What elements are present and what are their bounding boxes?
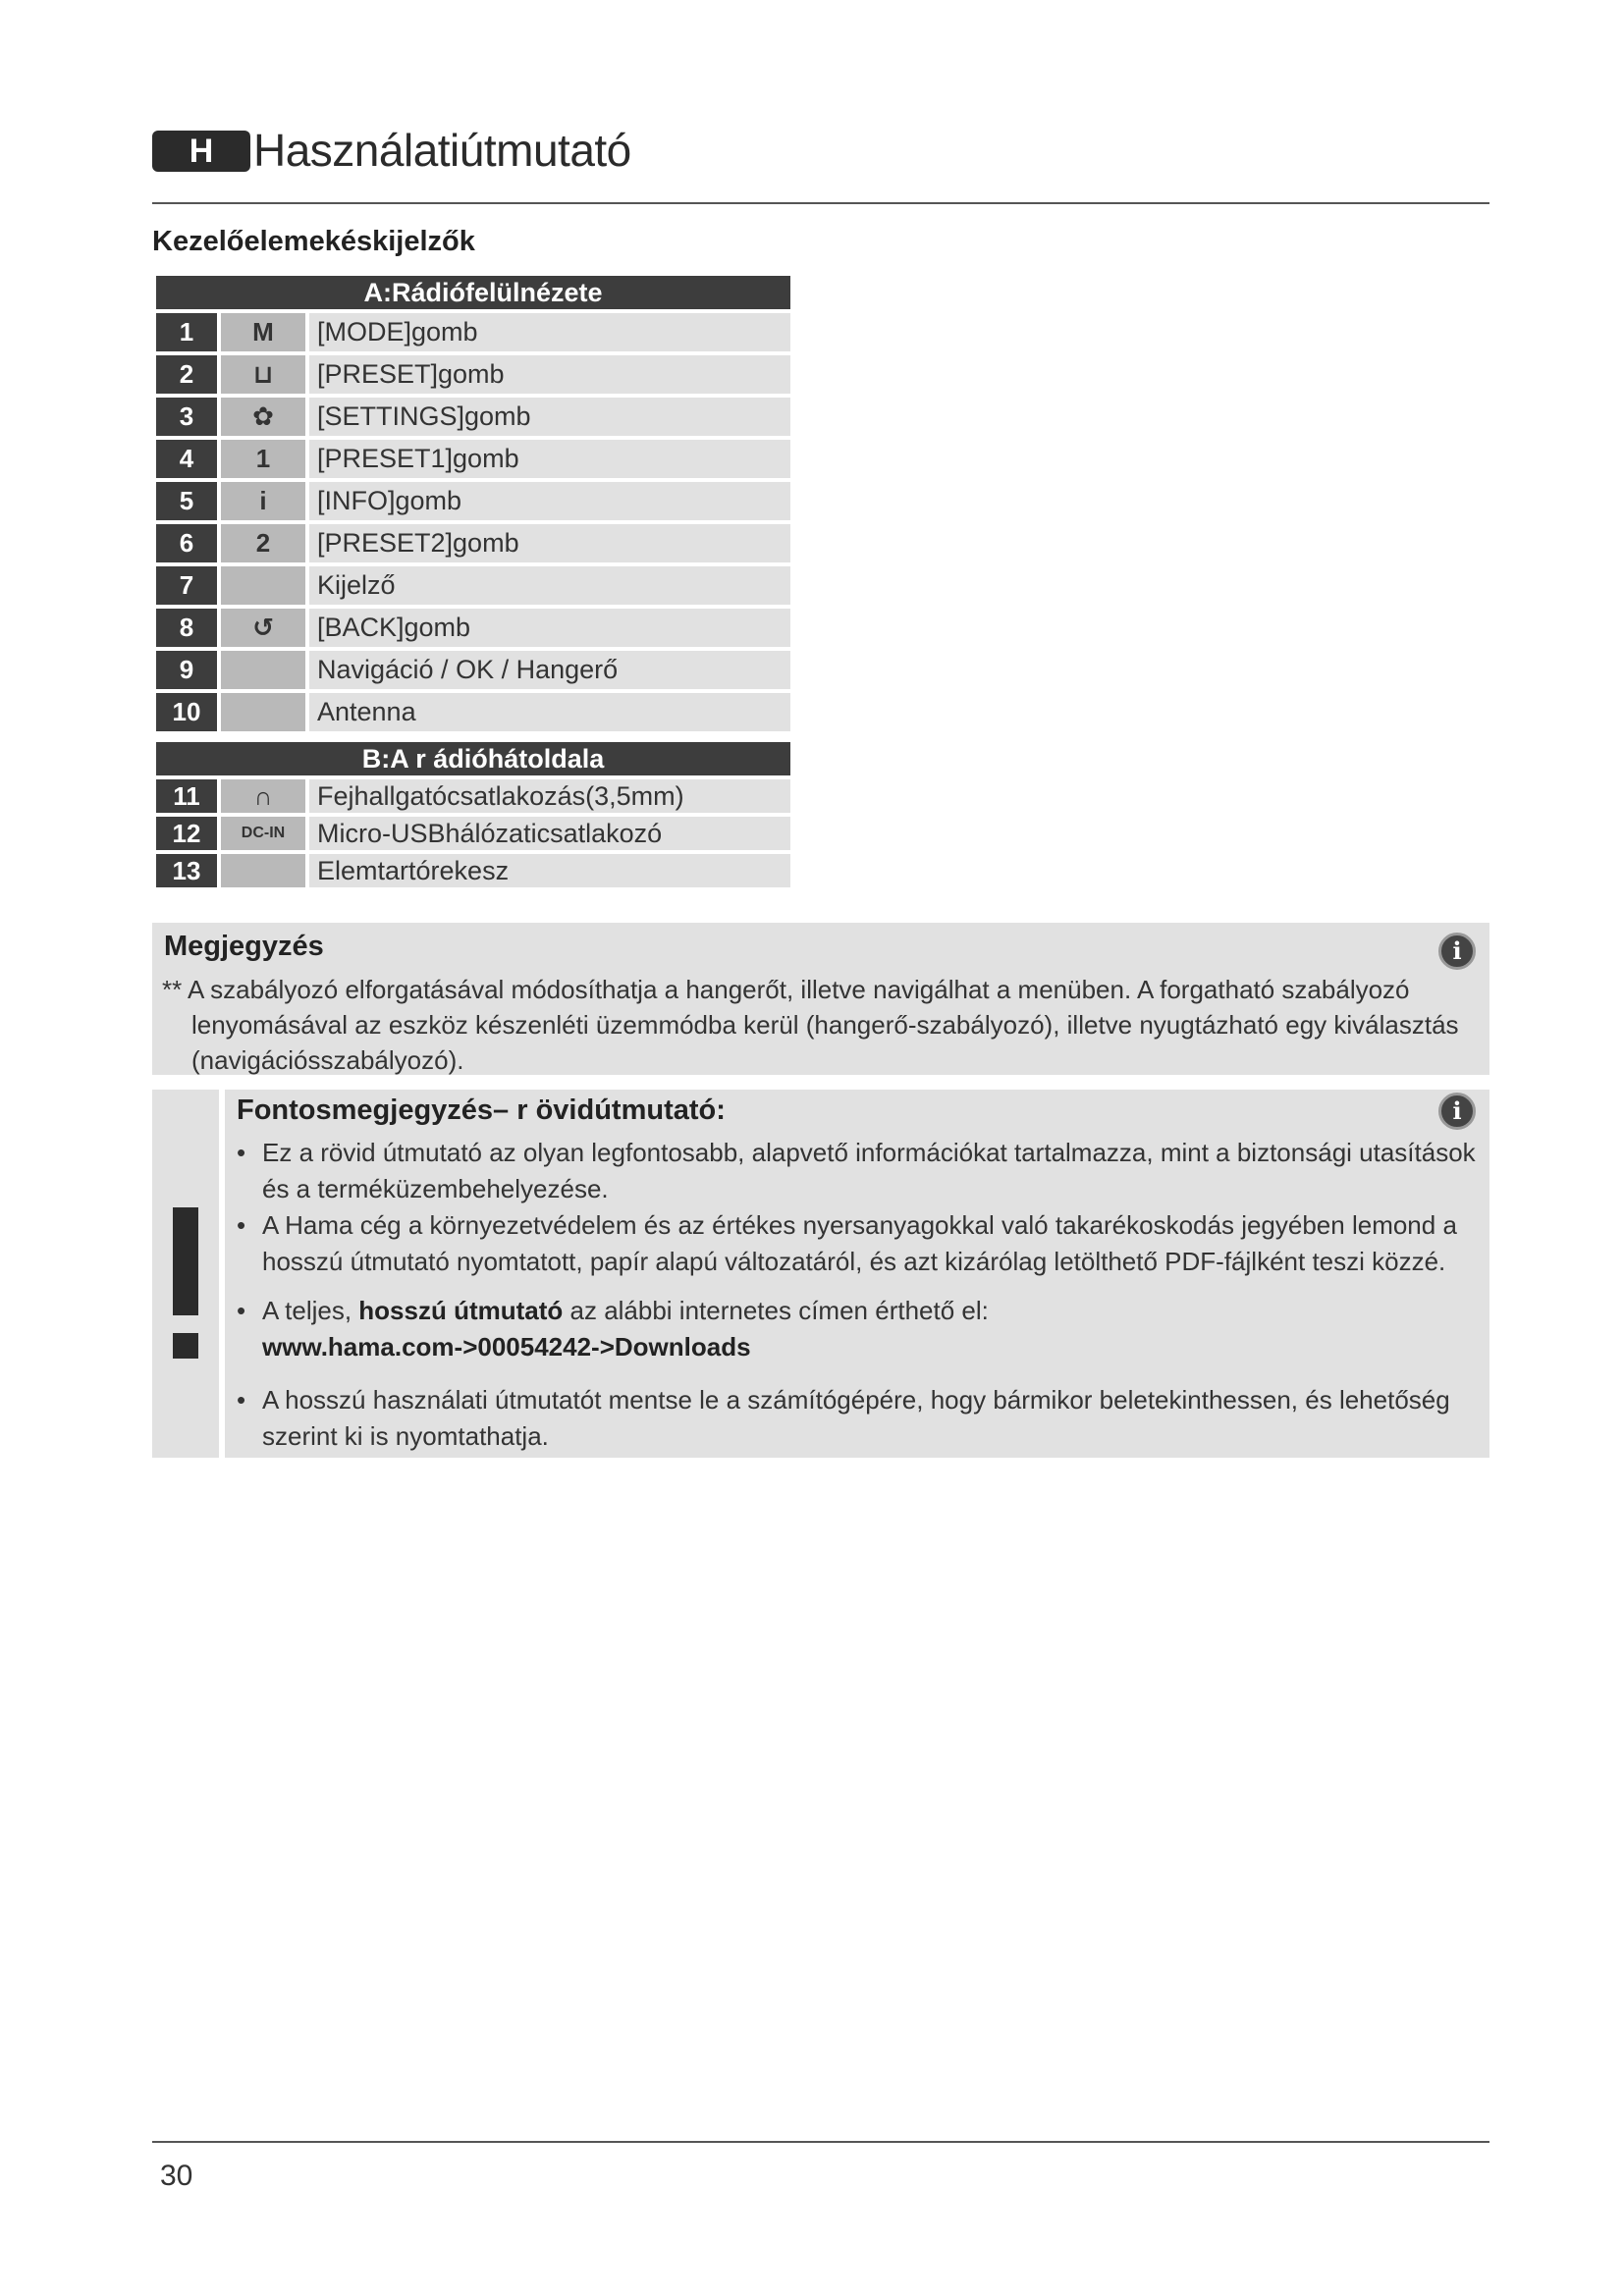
control-icon: ⊔ [221, 355, 305, 394]
page-number: 30 [160, 2160, 193, 2192]
row-number: 3 [156, 398, 217, 436]
controls-table-back-view [156, 742, 790, 887]
controls-table-top-view [156, 276, 790, 731]
row-label: [MODE]gomb [309, 313, 790, 351]
row-label: Fejhallgatócsatlakozás(3,5mm) [309, 779, 790, 813]
document-title: Használatiútmutató [253, 125, 631, 176]
table-row [156, 693, 790, 731]
row-label: [INFO]gomb [309, 482, 790, 520]
table-b-heading: B:A r ádióhátoldala [156, 742, 790, 775]
row-label: [PRESET1]gomb [309, 440, 790, 478]
note-body: ** A szabályozó elforgatásával módosíthatja a hangerőt, illetve navigálhat a menüben. A forgatható szabályozó lenyomásával az eszköz készenléti üzemmódba kerül (hangerő-szabályozó), illetve nyugtázható egy kiválasztás (navigációsszabályozó). [162, 975, 1459, 1075]
bullet-dot: • [237, 1296, 246, 1325]
info-icon: i [1438, 1093, 1476, 1130]
info-icon: i [1438, 933, 1476, 970]
bullet-dot: • [237, 1385, 246, 1415]
row-number: 10 [156, 693, 217, 731]
table-row [156, 355, 790, 394]
table-row [156, 609, 790, 647]
header-rule [152, 202, 1489, 204]
control-icon: DC-IN [221, 817, 305, 850]
row-number: 2 [156, 355, 217, 394]
row-number: 8 [156, 609, 217, 647]
table-row [156, 566, 790, 605]
exclamation-dot [173, 1333, 198, 1359]
important-bullet [237, 1207, 1499, 1280]
row-number: 6 [156, 524, 217, 562]
footer-rule [152, 2141, 1489, 2143]
row-number: 4 [156, 440, 217, 478]
exclamation-icon [173, 1207, 198, 1315]
important-bullet [237, 1293, 1499, 1365]
row-number: 9 [156, 651, 217, 689]
bullet-text-post: az alábbi internetes címen érthető el: [563, 1296, 989, 1325]
row-label: Navigáció / OK / Hangerő [309, 651, 790, 689]
note-title: Megjegyzés [164, 931, 324, 962]
table-a-heading: A:Rádiófelülnézete [156, 276, 790, 309]
table-row [156, 313, 790, 351]
row-number: 1 [156, 313, 217, 351]
control-icon: i [221, 482, 305, 520]
table-row [156, 524, 790, 562]
table-row [156, 482, 790, 520]
row-number: 12 [156, 817, 217, 850]
row-label: [SETTINGS]gomb [309, 398, 790, 436]
note-box [152, 923, 1489, 1075]
control-icon: ✿ [221, 398, 305, 436]
table-row [156, 817, 790, 850]
important-title: Fontosmegjegyzés– r övidútmutató: [237, 1095, 726, 1126]
table-row [156, 440, 790, 478]
row-number: 11 [156, 779, 217, 813]
control-icon [221, 693, 305, 731]
row-number: 5 [156, 482, 217, 520]
bullet-text-pre: A teljes, [262, 1296, 359, 1325]
section-title: Kezelőelemekéskijelzők [152, 226, 475, 257]
table-row [156, 398, 790, 436]
control-icon: 2 [221, 524, 305, 562]
row-number: 13 [156, 854, 217, 887]
control-icon [221, 854, 305, 887]
row-number: 7 [156, 566, 217, 605]
row-label: [PRESET]gomb [309, 355, 790, 394]
table-row [156, 779, 790, 813]
table-row [156, 651, 790, 689]
row-label: [BACK]gomb [309, 609, 790, 647]
warning-sidebar [152, 1090, 219, 1458]
row-label: [PRESET2]gomb [309, 524, 790, 562]
bullet-text: A hosszú használati útmutatót mentse le a számítógépére, hogy bármikor beletekinthessen, és lehetőség szerint ki is nyomtathatja. [262, 1385, 1450, 1451]
table-row [156, 854, 790, 887]
bullet-text: Ez a rövid útmutató az olyan legfontosabb, alapvető információkat tartalmazza, mint a biztonsági utasítások és a terméküzembehelyezése. [262, 1138, 1476, 1203]
bullet-dot: • [237, 1138, 246, 1167]
bullet-dot: • [237, 1210, 246, 1240]
bullet-text: A Hama cég a környezetvédelem és az értékes nyersanyagokkal való takarékoskodás jegyében lemond a hosszú útmutató nyomtatott, papír alapú változatáról, és azt kizárólag letölthető PDF-fájlként teszi közzé. [262, 1210, 1457, 1276]
important-bullet [237, 1135, 1499, 1207]
bullet-text-bold: hosszú útmutató [358, 1296, 564, 1325]
control-icon: 1 [221, 440, 305, 478]
row-label: Antenna [309, 693, 790, 731]
download-url[interactable]: www.hama.com->00054242->Downloads [262, 1332, 751, 1362]
important-bullet [237, 1382, 1499, 1455]
language-badge: H [152, 131, 250, 172]
row-label: Elemtartórekesz [309, 854, 790, 887]
control-icon [221, 651, 305, 689]
control-icon: ↺ [221, 609, 305, 647]
important-note-box [225, 1090, 1489, 1458]
control-icon: M [221, 313, 305, 351]
row-label: Kijelző [309, 566, 790, 605]
row-label: Micro-USBhálózaticsatlakozó [309, 817, 790, 850]
control-icon [221, 566, 305, 605]
control-icon: ∩ [221, 779, 305, 813]
